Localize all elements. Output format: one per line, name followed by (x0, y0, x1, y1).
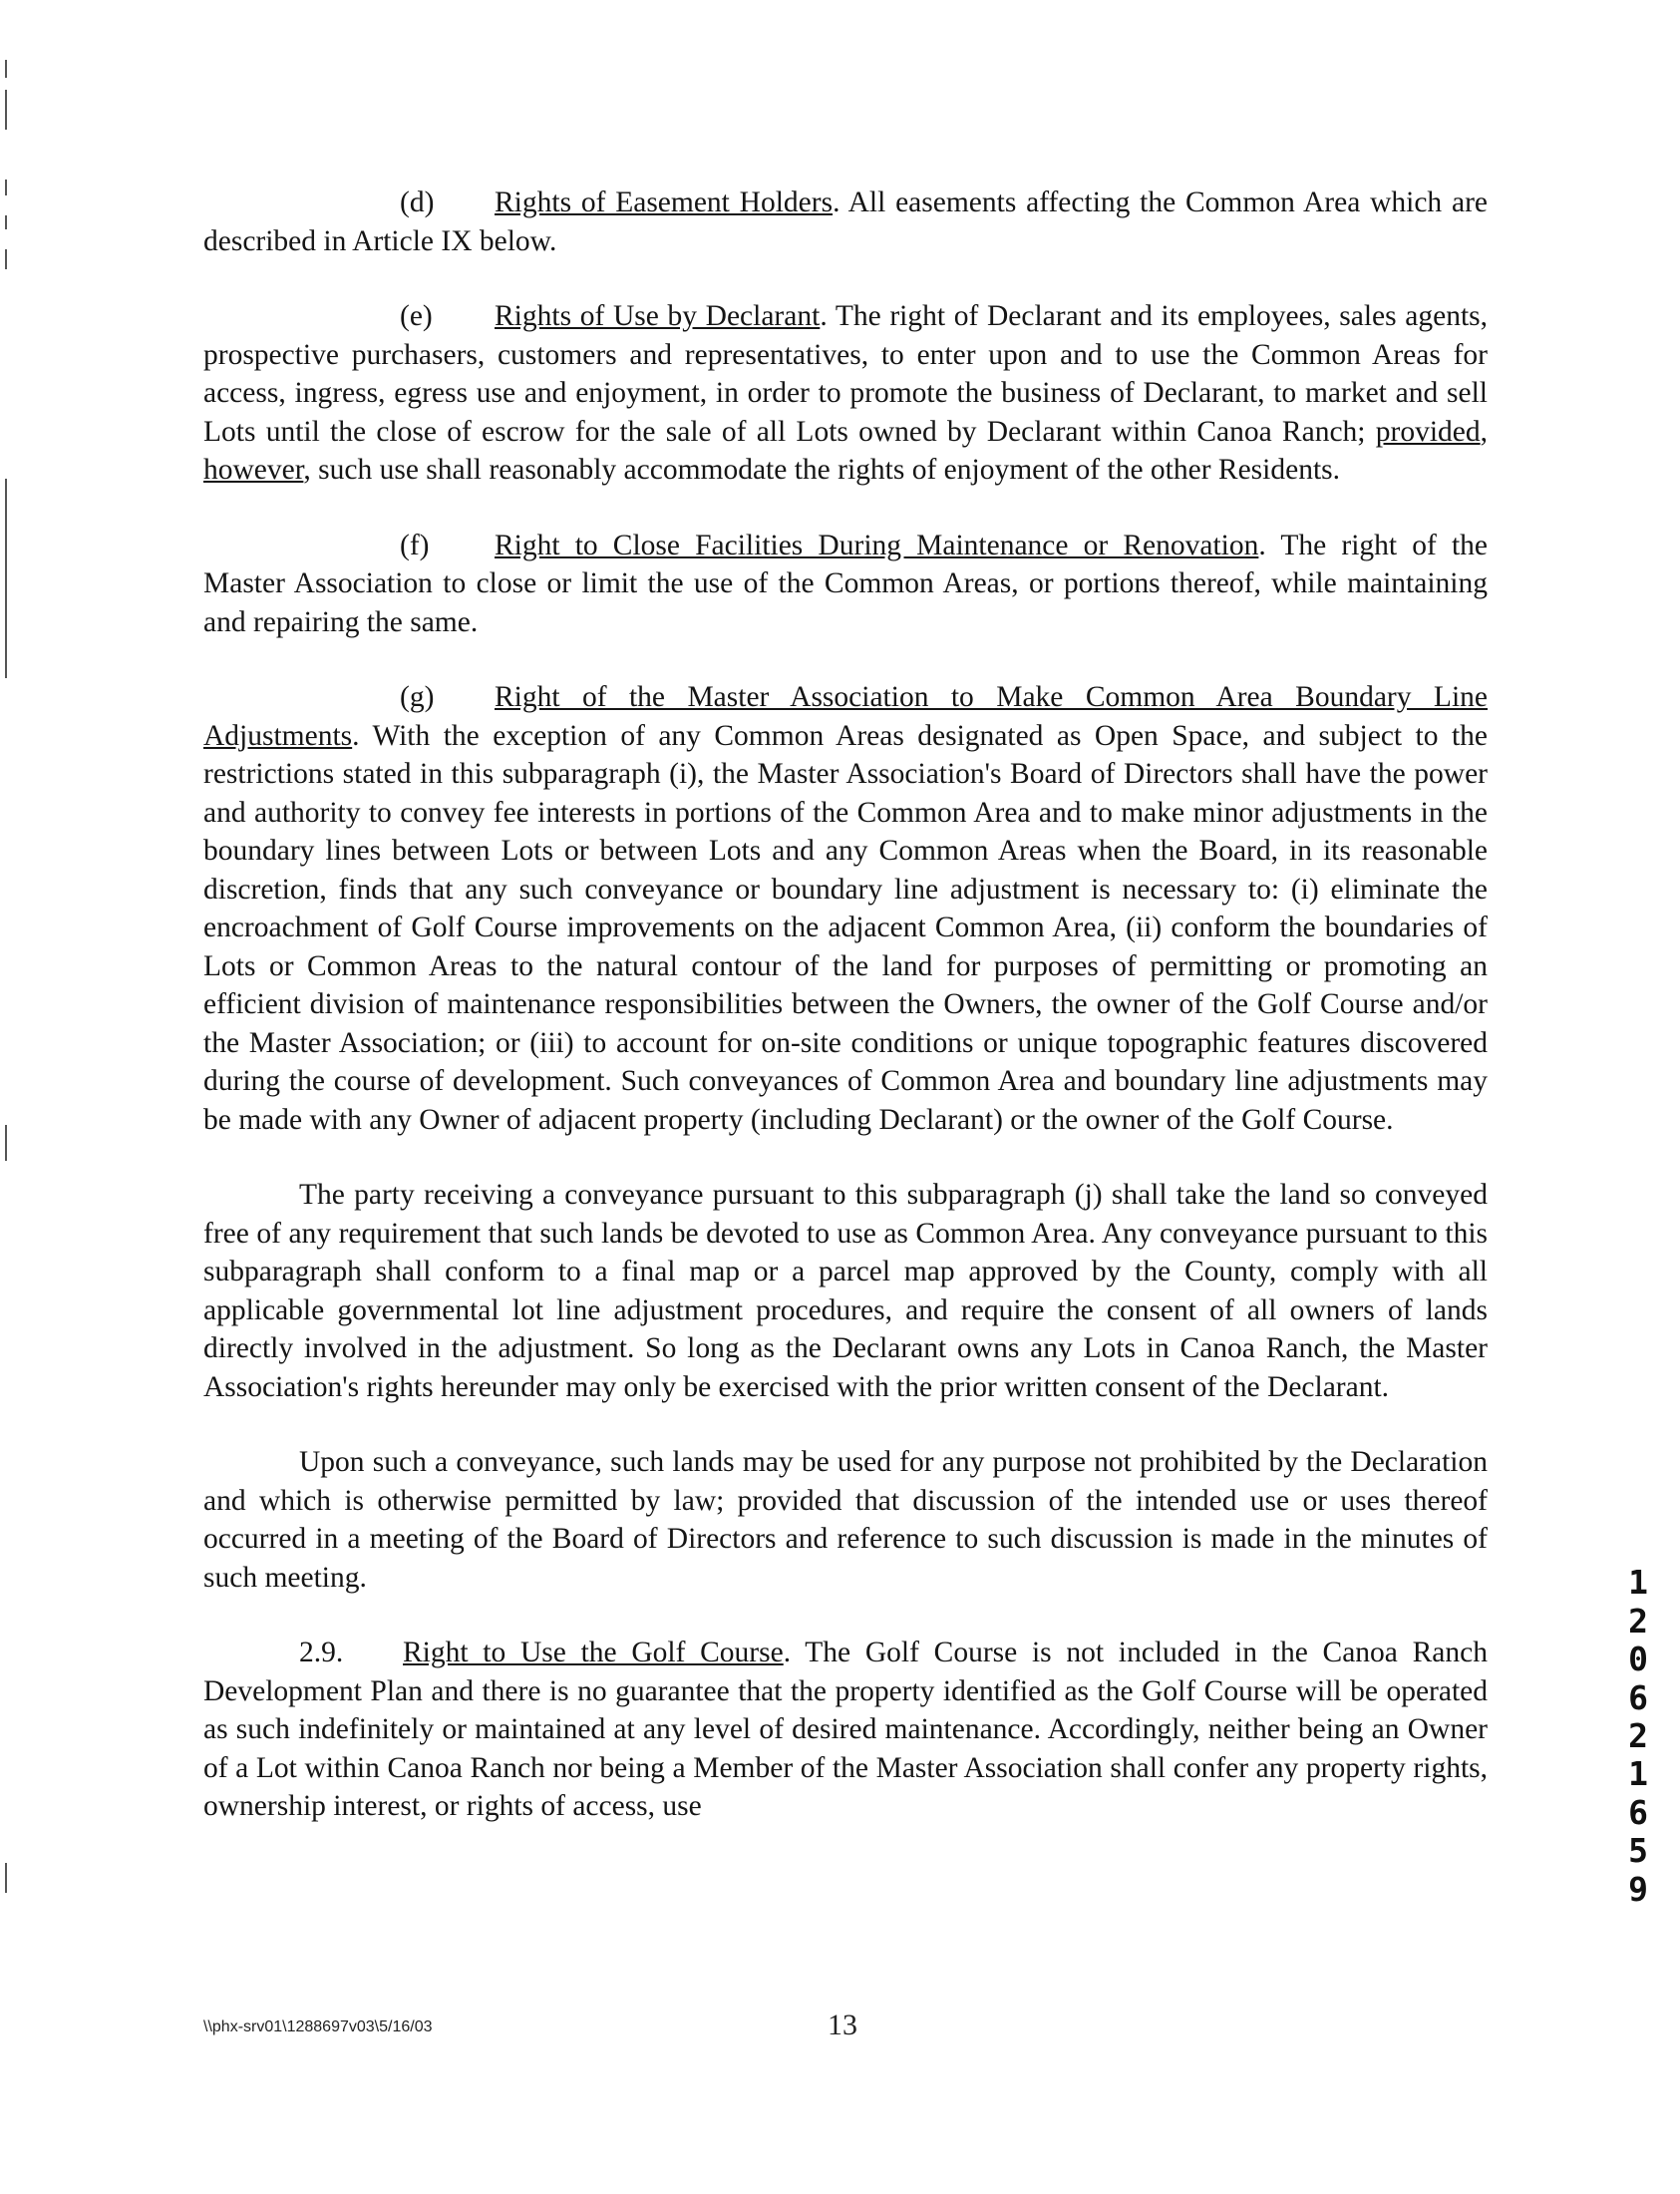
paragraph-heading: Right to Close Facilities During Maintenance or Renovation (495, 529, 1259, 561)
stamp-digit: 1 (1628, 1754, 1648, 1793)
page-number: 13 (828, 2009, 857, 2041)
paragraph-conveyance: The party receiving a conveyance pursuant to this subparagraph (j) shall take the land so conveyed free of any requirement that such lands be devoted to use as Common Area. Any conveyance pursuant to this subparagraph shall conform to a final map or a parcel map approved by the County, comply with all applicable governmental lot line adjustment procedures, and require the consent of all owners of lands directly involved in the adjustment. So long as the Declarant owns any Lots in Canoa Ranch, the Master Association's rights hereunder may only be exercised with the prior written consent of the Declarant. (203, 1179, 1488, 1403)
emphasis-provided: provided (1375, 415, 1481, 448)
paragraph-text: . The right of Declarant and its employees, sales agents, prospective purchasers, customers and representatives, to enter upon and to use the Common Areas for access, ingress, egress use and enjoyment, in order to promote the business of Declarant, to market and sell Lots until the close of escrow for the sale of all Lots owned by Declarant within Canoa Ranch; (203, 300, 1488, 448)
document-id: \\phx-srv01\1288697v03\5/16/03 (203, 2018, 433, 2035)
recording-stamp-top (1623, 1564, 1653, 1756)
paragraph-heading: Rights of Easement Holders (495, 186, 834, 218)
stamp-digit: 2 (1628, 1601, 1648, 1641)
paragraph-text: , such use shall reasonably accommodate the rights of enjoyment of the other Residents. (303, 454, 1340, 486)
paragraph-heading: Right of the Master Association to Make Common Area Boundary Line Adjustments (203, 681, 1488, 752)
scan-mark (5, 479, 7, 678)
stamp-digit: 6 (1628, 1677, 1648, 1717)
paragraph-text: . The Golf Course is not included in the Canoa Ranch Development Plan and there is no guarantee that the property identified as the Golf Course will be operated as such indefinitely or maintained at any level of desired maintenance. Accordingly, neither being an Owner of a Lot within Canoa Ranch nor being a Member of the Master Association shall confer any property rights, ownership interest, or rights of access, use (203, 1637, 1488, 1822)
stamp-digit: 0 (1628, 1640, 1648, 1678)
stamp-digit: 1 (1628, 1563, 1648, 1602)
stamp-digit: 5 (1628, 1831, 1648, 1870)
scan-mark (5, 180, 7, 195)
paragraph-label: (e) (400, 300, 433, 332)
scan-mark (5, 249, 7, 269)
scan-mark (5, 1863, 7, 1893)
scan-mark (5, 90, 7, 130)
section-number: 2.9. (299, 1637, 344, 1668)
scan-mark (5, 1125, 7, 1161)
paragraph-heading: Rights of Use by Declarant (495, 300, 821, 332)
document-body (203, 183, 1488, 1863)
stamp-digit: 9 (1628, 1869, 1648, 1909)
scan-mark (5, 215, 7, 229)
paragraph-upon-conveyance: Upon such a conveyance, such lands may be used for any purpose not prohibited by the Declaration and which is otherwise permitted by law; provided that discussion of the intended use or uses thereof occurred in a meeting of the Board of Directors and reference to such discussion is made in the minutes of such meeting. (203, 1446, 1488, 1594)
recording-stamp-bottom (1623, 1755, 1653, 1909)
paragraph-label: (f) (400, 529, 430, 561)
paragraph-text: , (1480, 415, 1488, 448)
paragraph-e (203, 297, 1488, 490)
paragraph-label: (g) (400, 681, 435, 713)
paragraph-d (203, 183, 1488, 260)
stamp-digit: 2 (1628, 1716, 1648, 1755)
paragraph-f (203, 527, 1488, 642)
paragraph-text: . With the exception of any Common Areas designated as Open Space, and subject to the restrictions stated in this subparagraph (i), the Master Association's Board of Directors shall have the power and authority to convey fee interests in portions of the Common Area and to make minor adjustments in the boundary lines between Lots or between Lots and any Common Areas when the Board, in its reasonable discretion, finds that any such conveyance or boundary line adjustment is necessary to: (i) eliminate the encroachment of Golf Course improvements on the adjacent Common Area, (ii) conform the boundaries of Lots or Common Areas to the natural contour of the land for purposes of permitting or promoting an efficient division of maintenance responsibilities between the Owners, the owner of the Golf Course and/or the Master Association; or (iii) to account for on-site conditions or unique topographic features discovered during the course of development. Such conveyances of Common Area and boundary line adjustments may be made with any Owner of adjacent property (including Declarant) or the owner of the Golf Course. (203, 719, 1488, 1136)
section-2-9 (203, 1634, 1488, 1826)
paragraph-text: . The right of the Master Association to close or limit the use of the Common Areas, or portions thereof, while maintaining and repairing the same. (203, 529, 1488, 638)
section-heading: Right to Use the Golf Course (403, 1637, 784, 1668)
emphasis-however: however (203, 454, 304, 486)
paragraph-text: . All easements affecting the Common Area which are described in Article IX below. (203, 186, 1488, 257)
paragraph-g (203, 678, 1488, 1139)
stamp-digit: 6 (1628, 1792, 1648, 1832)
scan-mark (5, 60, 7, 78)
paragraph-label: (d) (400, 186, 435, 218)
